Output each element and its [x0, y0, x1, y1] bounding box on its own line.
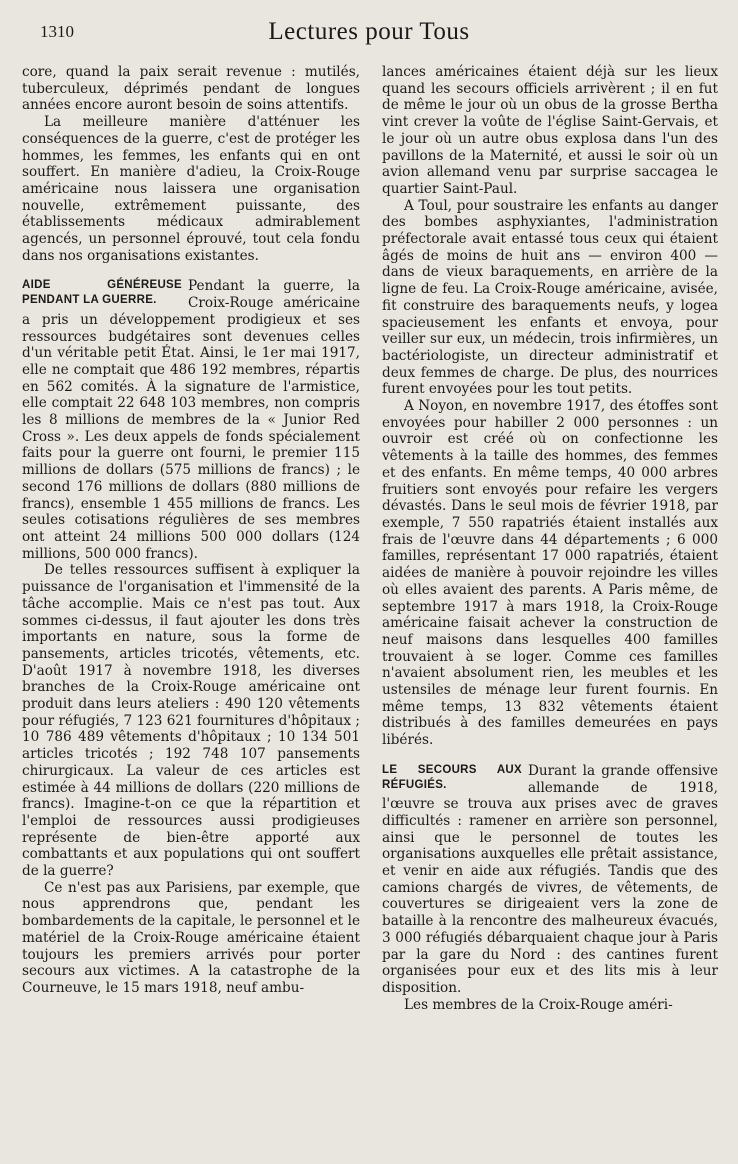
paragraph: Durant la grande offensive allemande de 1918, l'œuvre se trouva aux prises avec de graves difficultés : ramener en arrière son personnel, ainsi que le personnel de toutes les organisations auxquelles elle prêtait assistance, et venir en aide aux réfugiés. Tandis que des camions chargés de vivres, de vêtements, de couvertures se dirigeaient vers la zone de bataille à la rencontre des malheureux évacués, 3 000 réfugiés débarquaient chaque jour à Paris par la gare du Nord : des cantines furent organisées pour eux et des lits mis à leur disposition.: [382, 762, 718, 996]
section-heading: AIDE GÉNÉREUSE PENDANT LA GUERRE.: [22, 279, 182, 307]
left-column: [22, 64, 360, 997]
spacer: [22, 264, 360, 278]
paragraph: La meilleure manière d'atténuer les conséquences de la guerre, c'est de protéger les hommes, les femmes, les enfants qui en ont souffert. En manière d'adieu, la Croix-Rouge américaine nous laissera une organisation nouvelle, extrêmement puissante, des établissements médicaux admirablement agencés, un personnel éprouvé, tout cela fondu dans nos organisations existantes.: [22, 114, 360, 264]
paragraph: De telles ressources suffisent à expliquer la puissance de l'organisation et l'immensité de la tâche accomplie. Mais ce n'est pas tout. Aux sommes ci-dessus, il faut ajouter les dons très importants en nature, sous la forme de pansements, articles tricotés, vêtements, etc. D'août 1917 à novembre 1918, les diverses branches de la Croix-Rouge américaine ont produit dans leurs ateliers : 490 120 vêtements pour réfugiés, 7 123 621 fournitures d'hôpitaux ; 10 786 489 vêtements d'hôpitaux ; 10 134 501 articles tricotés ; 192 748 107 pansements chirurgicaux. La valeur de ces articles est estimée à 44 millions de dollars (220 millions de francs). Imagine-t-on ce que la répartition et l'emploi de ressources aussi prodigieuses représente de bien-être apporté aux combattants et aux populations qui ont souffert de la guerre?: [22, 562, 360, 880]
paragraph: A Toul, pour soustraire les enfants au danger des bombes asphyxiantes, l'administration préfectorale avait entassé tous ceux qui étaient âgés de moins de huit ans — environ 400 — dans de vieux baraquements, en arrière de la ligne de feu. La Croix-Rouge américaine, avisée, fit construire des baraquements neufs, y logea spacieusement les enfants et envoya, pour veiller sur eux, un médecin, trois infirmières, un bactériologiste, un directeur administratif et deux femmes de charge. De plus, des nourrices furent envoyées pour les tout petits.: [382, 197, 718, 398]
spacer: [382, 749, 718, 763]
page-number: 1310: [40, 22, 74, 41]
section-heading: LE SECOURS AUX RÉFUGIÉS.: [382, 763, 522, 791]
paragraph: core, quand la paix serait revenue : mutilés, tuberculeux, déprimés pendant de longues années encore auront besoin de soins attentifs.: [22, 64, 360, 114]
page-header: [0, 0, 738, 60]
paragraph: lances américaines étaient déjà sur les lieux quand les secours officiels arrivèrent ; il en fut de même le jour où un obus de la grosse Bertha vint crever la voûte de l'église Saint-Gervais, et le jour où un autre obus explosa dans l'un des pavillons de la Maternité, et aussi le soir où un avion allemand venu par surprise saccagea le quartier Saint-Paul.: [382, 64, 718, 197]
paragraph: Pendant la guerre, la Croix-Rouge américaine a pris un développement prodigieux et ses ressources budgétaires sont devenues celles d'un véritable petit État. Ainsi, le 1er mai 1917, elle ne comptait que 486 192 membres, répartis en 562 comités. À la signature de l'armistice, elle comptait 22 648 103 membres, non compris les 8 millions de membres de la « Junior Red Cross ». Les deux appels de fonds spécialement faits pour la guerre ont fourni, le premier 115 millions de dollars (575 millions de francs) ; le second 176 millions de dollars (880 millions de francs), ensemble 1 455 millions de francs. Les seules cotisations régulières de ses membres ont atteint 24 millions 500 000 dollars (124 millions, 500 000 francs).: [22, 278, 360, 562]
right-column: [382, 64, 718, 1013]
paragraph: A Noyon, en novembre 1917, des étoffes sont envoyées pour habiller 2 000 personnes : un ouvroir est créé où on confectionne les vêtements à la taille des hommes, des femmes et des enfants. En même temps, 40 000 arbres fruitiers sont envoyés pour refaire les vergers dévastés. Dans le seul mois de février 1918, par exemple, 7 550 rapatriés étaient installés aux frais de l'œuvre dans 44 départements ; 6 000 familles, représentant 17 000 rapatriés, étaient aidées de manière à pouvoir rejoindre les villes où elles avaient des parents. A Paris même, de septembre 1917 à mars 1918, la Croix-Rouge américaine faisait achever la construction de neuf maisons dans lesquelles 400 familles trouvaient à se loger. Comme ces familles n'avaient absolument rien, les meubles et les ustensiles de ménage leur furent fournis. En même temps, 13 832 vêtements étaient distribués à des familles demeurées en pays libérés.: [382, 398, 718, 749]
running-title: Lectures pour Tous: [268, 18, 470, 45]
paragraph: Ce n'est pas aux Parisiens, par exemple, que nous apprendrons que, pendant les bombardements de la capitale, le personnel et le matériel de la Croix-Rouge américaine étaient toujours les premiers arrivés pour porter secours aux victimes. A la catastrophe de la Courneuve, le 15 mars 1918, neuf ambu-: [22, 879, 360, 996]
paragraph: Les membres de la Croix-Rouge améri-: [404, 996, 673, 1013]
